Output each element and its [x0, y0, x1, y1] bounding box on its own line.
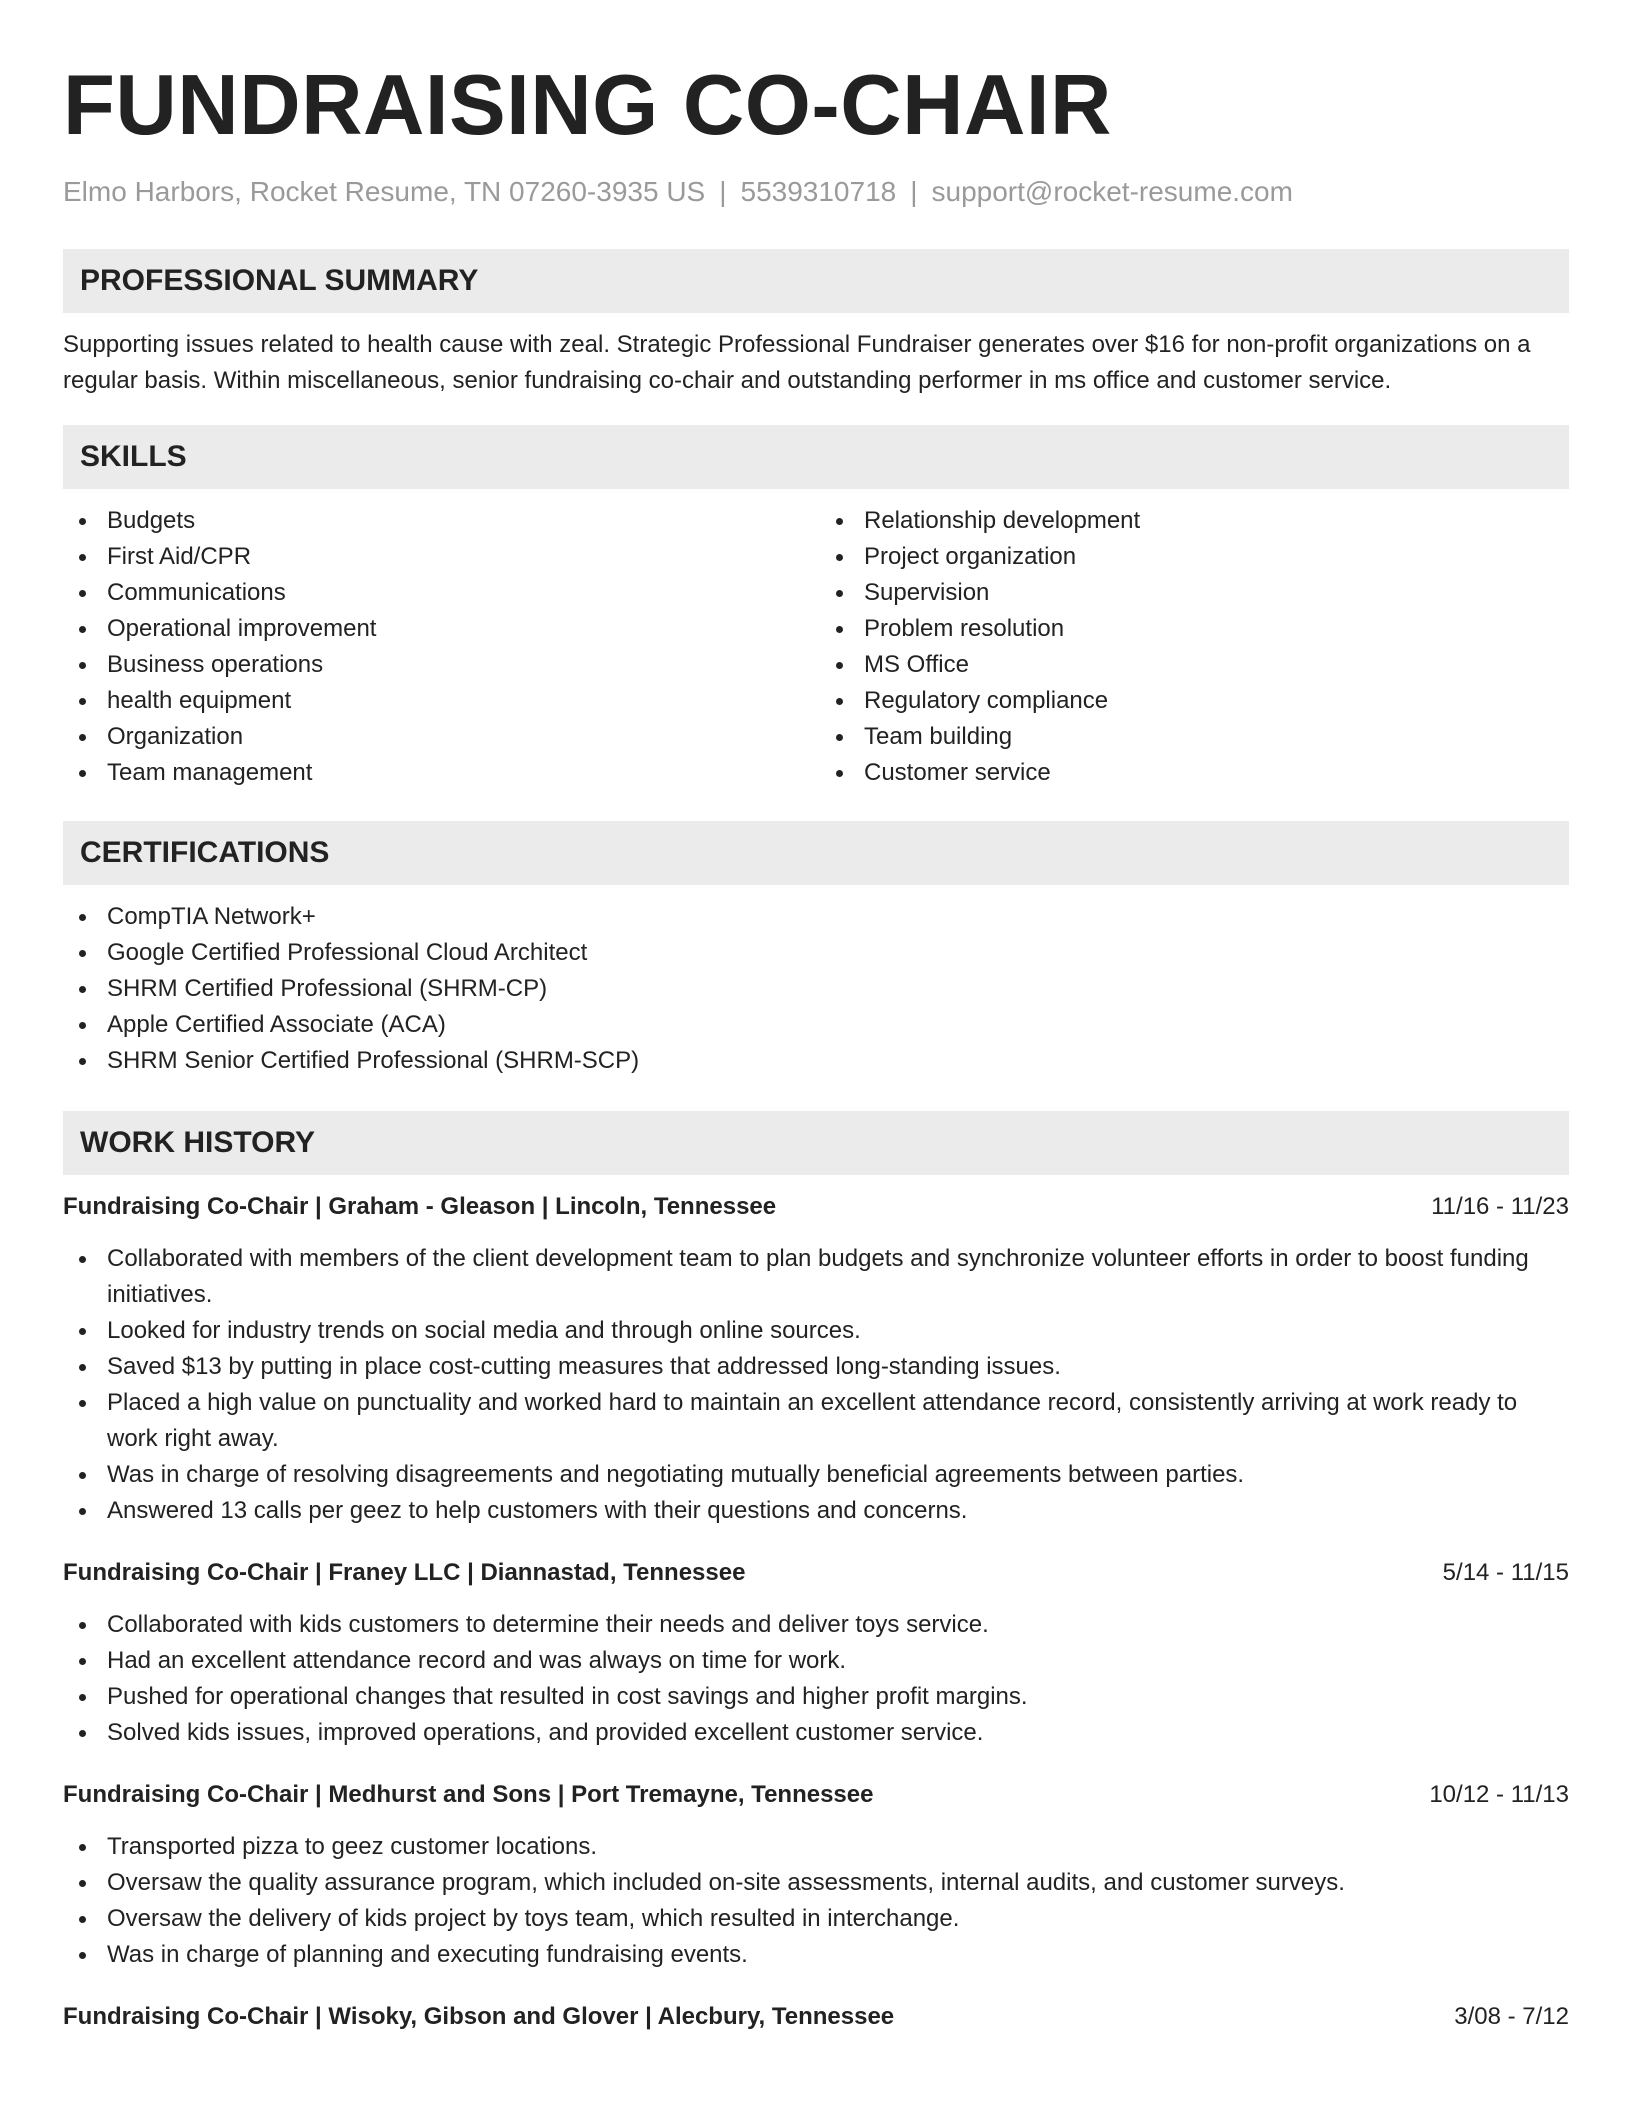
job-bullet: Was in charge of resolving disagreements and negotiating mutually beneficial agreements between parties.: [107, 1457, 1569, 1493]
job-title: Fundraising Co-Chair | Medhurst and Sons | Port Tremayne, Tennessee: [63, 1781, 874, 1808]
skill-item: Operational improvement: [107, 611, 816, 647]
certifications-heading: CERTIFICATIONS: [63, 821, 1569, 885]
job-header: [63, 1555, 1569, 1591]
work-history-list: [63, 1189, 1569, 2035]
job-header: [63, 1999, 1569, 2035]
certification-item: SHRM Senior Certified Professional (SHRM-SCP): [107, 1043, 1569, 1079]
job-entry: [63, 1999, 1569, 2035]
skill-item: Team building: [864, 719, 1569, 755]
job-bullet: Oversaw the delivery of kids project by toys team, which resulted in interchange.: [107, 1901, 1569, 1937]
job-bullet: Was in charge of planning and executing fundraising events.: [107, 1937, 1569, 1973]
job-bullets: [63, 1241, 1569, 1529]
job-title: Fundraising Co-Chair | Franey LLC | Diannastad, Tennessee: [63, 1559, 746, 1586]
job-bullet: Solved kids issues, improved operations, and provided excellent customer service.: [107, 1715, 1569, 1751]
job-entry: [63, 1189, 1569, 1529]
skill-item: Team management: [107, 755, 816, 791]
job-title: Fundraising Co-Chair | Wisoky, Gibson and Glover | Alecbury, Tennessee: [63, 2003, 895, 2030]
job-bullets: [63, 1607, 1569, 1751]
summary-text: Supporting issues related to health cause with zeal. Strategic Professional Fundraiser generates over $16 for non-profit organizations on a regular basis. Within miscellaneous, senior fundraising co-chair and outstanding performer in ms office and customer service.: [63, 331, 1531, 394]
certification-item: Apple Certified Associate (ACA): [107, 1007, 1569, 1043]
skills-column-left: [63, 503, 816, 791]
job-dates: 5/14 - 11/15: [1442, 1559, 1569, 1586]
job-dates: 10/12 - 11/13: [1429, 1781, 1569, 1808]
skills-column-right: [816, 503, 1569, 791]
job-dates: 11/16 - 11/23: [1431, 1193, 1569, 1220]
skill-item: Relationship development: [864, 503, 1569, 539]
certification-item: SHRM Certified Professional (SHRM-CP): [107, 971, 1569, 1007]
contact-line: [63, 174, 1569, 210]
job-header: [63, 1777, 1569, 1813]
contact-separator: |: [719, 176, 727, 207]
skill-item: health equipment: [107, 683, 816, 719]
resume-title: FUNDRAISING CO-CHAIR: [63, 58, 1112, 153]
contact-address: Elmo Harbors, Rocket Resume, TN 07260-3935 US: [63, 176, 706, 207]
skills-list: [63, 503, 1569, 791]
job-bullet: Saved $13 by putting in place cost-cutting measures that addressed long-standing issues.: [107, 1349, 1569, 1385]
job-bullet: Answered 13 calls per geez to help customers with their questions and concerns.: [107, 1493, 1569, 1529]
job-bullet: Had an excellent attendance record and was always on time for work.: [107, 1643, 1569, 1679]
skill-item: First Aid/CPR: [107, 539, 816, 575]
skill-item: MS Office: [864, 647, 1569, 683]
skill-item: Budgets: [107, 503, 816, 539]
work-history-heading: WORK HISTORY: [63, 1111, 1569, 1175]
skill-item: Problem resolution: [864, 611, 1569, 647]
skill-item: Communications: [107, 575, 816, 611]
job-header: [63, 1189, 1569, 1225]
job-entry: [63, 1777, 1569, 1973]
contact-separator: |: [910, 176, 918, 207]
summary-heading: PROFESSIONAL SUMMARY: [63, 249, 1569, 313]
skill-item: Supervision: [864, 575, 1569, 611]
job-bullet: Looked for industry trends on social media and through online sources.: [107, 1313, 1569, 1349]
skill-item: Regulatory compliance: [864, 683, 1569, 719]
job-bullet: Collaborated with kids customers to determine their needs and deliver toys service.: [107, 1607, 1569, 1643]
contact-phone: 5539310718: [740, 176, 897, 207]
skill-item: Business operations: [107, 647, 816, 683]
job-bullet: Transported pizza to geez customer locations.: [107, 1829, 1569, 1865]
certifications-list: [63, 899, 1569, 1079]
skill-item: Customer service: [864, 755, 1569, 791]
skill-item: Project organization: [864, 539, 1569, 575]
certification-item: CompTIA Network+: [107, 899, 1569, 935]
skills-heading: SKILLS: [63, 425, 1569, 489]
skill-item: Organization: [107, 719, 816, 755]
certification-item: Google Certified Professional Cloud Architect: [107, 935, 1569, 971]
job-bullet: Pushed for operational changes that resulted in cost savings and higher profit margins.: [107, 1679, 1569, 1715]
job-bullet: Oversaw the quality assurance program, which included on-site assessments, internal audits, and customer surveys.: [107, 1865, 1569, 1901]
job-entry: [63, 1555, 1569, 1751]
job-bullets: [63, 1829, 1569, 1973]
job-bullet: Collaborated with members of the client development team to plan budgets and synchronize volunteer efforts in order to boost funding initiatives.: [107, 1241, 1569, 1313]
job-bullet: Placed a high value on punctuality and worked hard to maintain an excellent attendance record, consistently arriving at work ready to work right away.: [107, 1385, 1569, 1457]
job-title: Fundraising Co-Chair | Graham - Gleason | Lincoln, Tennessee: [63, 1193, 777, 1220]
contact-email: support@rocket-resume.com: [931, 176, 1293, 207]
job-dates: 3/08 - 7/12: [1454, 2003, 1569, 2030]
